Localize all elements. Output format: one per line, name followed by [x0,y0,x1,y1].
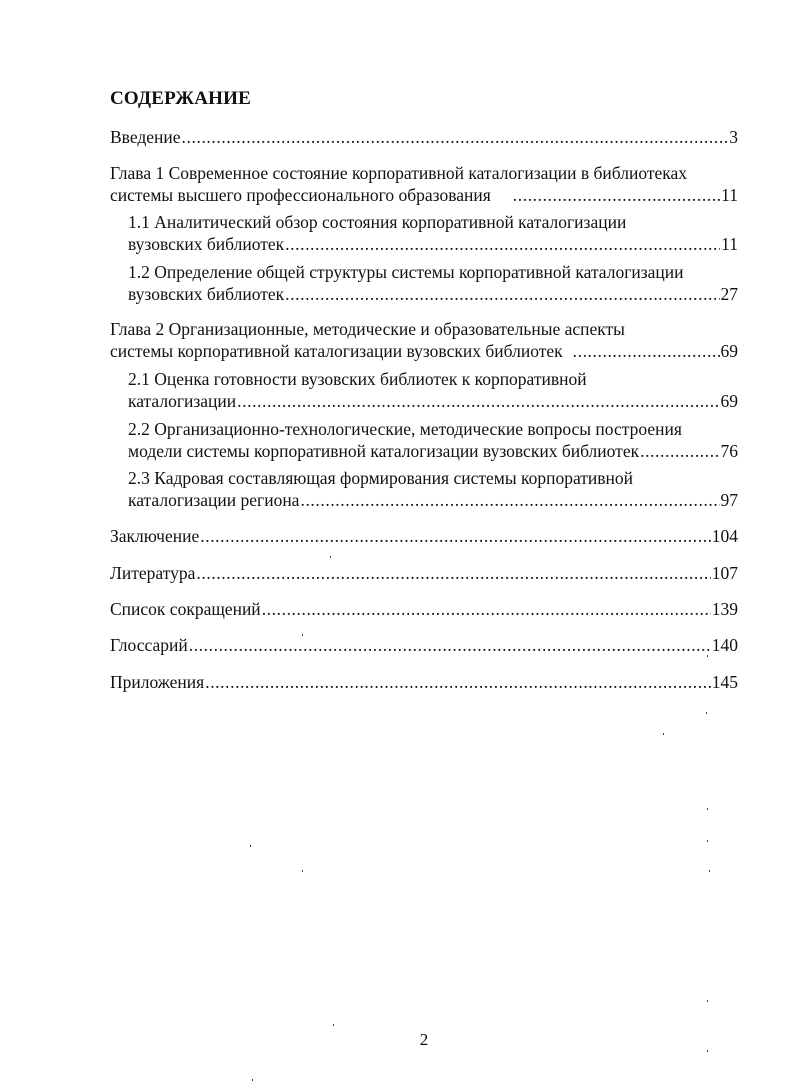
scan-speck [302,634,303,636]
toc-entry-text: каталогизации [128,391,237,411]
toc-leader-dots [182,126,729,148]
scan-speck [302,870,303,872]
scan-speck [707,655,708,657]
scan-speck [663,733,664,735]
toc-entry-abbreviations [110,598,738,620]
scan-speck [250,845,251,847]
toc-entry-text: 2.2 Организационно-технологические, методические вопросы построения [128,419,682,439]
toc-entry-section-1-1 [128,211,738,255]
scan-speck [330,556,331,558]
page-number: 2 [419,1030,429,1049]
toc-page-number: 27 [720,284,738,304]
toc-entry-text: 1.2 Определение общей структуры системы корпоративной каталогизации [128,262,684,282]
toc-leader-dots [200,525,711,547]
toc-entry-introduction [110,126,738,148]
toc-entry-text: системы корпоративной каталогизации вузовских библиотек [110,341,563,361]
toc-page-number: 76 [720,441,738,461]
toc-leader-dots [285,233,720,255]
toc-leader-dots [196,562,710,584]
toc-entry-text: 2.1 Оценка готовности вузовских библиотек к корпоративной [128,369,587,389]
toc-leader-dots [189,634,711,656]
scan-speck [709,870,710,872]
toc-page-number: 69 [720,391,738,411]
scan-speck [706,712,707,714]
toc-page-number: 97 [720,490,738,510]
toc-leader-dots [573,340,720,362]
toc-leader-dots [262,598,711,620]
toc-entry-section-2-3 [128,467,738,511]
toc-page-number: 11 [721,234,738,254]
toc-entry-text: модели системы корпоративной каталогизации вузовских библиотек [128,441,640,461]
toc-page-number: 104 [711,526,738,546]
toc-entry-text: каталогизации региона [128,490,300,510]
toc-entry-appendices [110,671,738,693]
toc-entry-text: системы высшего профессионального образования [110,185,491,205]
toc-entry-text: вузовских библиотек [128,234,285,254]
toc-entry-chapter-2 [110,318,738,362]
toc-entry-text: Приложения [110,672,205,692]
toc-leader-dots [205,671,711,693]
toc-page-number: 107 [711,563,738,583]
toc-entry-text: 1.1 Аналитический обзор состояния корпоративной каталогизации [128,212,627,232]
scan-speck [333,1024,334,1026]
toc-entry-text: Заключение [110,526,200,546]
toc-entry-text: Глава 2 Организационные, методические и образовательные аспекты [110,319,625,339]
toc-leader-dots [300,489,719,511]
toc-page-number: 3 [729,127,738,147]
toc-entry-section-2-1 [128,368,738,412]
scan-speck [252,1079,253,1081]
toc-entry-text: Литература [110,563,196,583]
toc-entry-section-2-2 [128,418,738,462]
scan-speck [707,808,708,810]
toc-entry-text: Введение [110,127,181,147]
toc-page-number: 69 [720,341,738,361]
toc-entry-conclusion [110,525,738,547]
toc-entry-section-1-2 [128,261,738,305]
toc-entry-chapter-1 [110,162,738,206]
toc-entry-text: Глава 1 Современное состояние корпоративной каталогизации в библиотеках [110,163,688,183]
toc-page-number: 140 [711,635,738,655]
toc-entry-glossary [110,634,738,656]
toc-leader-dots [513,184,720,206]
toc-title: СОДЕРЖАНИЕ [110,88,251,109]
scan-speck [707,1050,708,1052]
toc-entry-text: Глоссарий [110,635,188,655]
toc-entry-text: 2.3 Кадровая составляющая формирования системы корпоративной [128,468,634,488]
scan-speck [707,1000,708,1002]
toc-page-number: 139 [711,599,738,619]
toc-leader-dots [285,283,719,305]
toc-leader-dots [237,390,719,412]
scan-speck [707,840,708,842]
toc-leader-dots [640,440,719,462]
toc-entry-text: Список сокращений [110,599,261,619]
toc-page-number: 145 [711,672,738,692]
toc-entry-literature [110,562,738,584]
toc-page-number: 11 [721,185,738,205]
toc-entry-text: вузовских библиотек [128,284,285,304]
